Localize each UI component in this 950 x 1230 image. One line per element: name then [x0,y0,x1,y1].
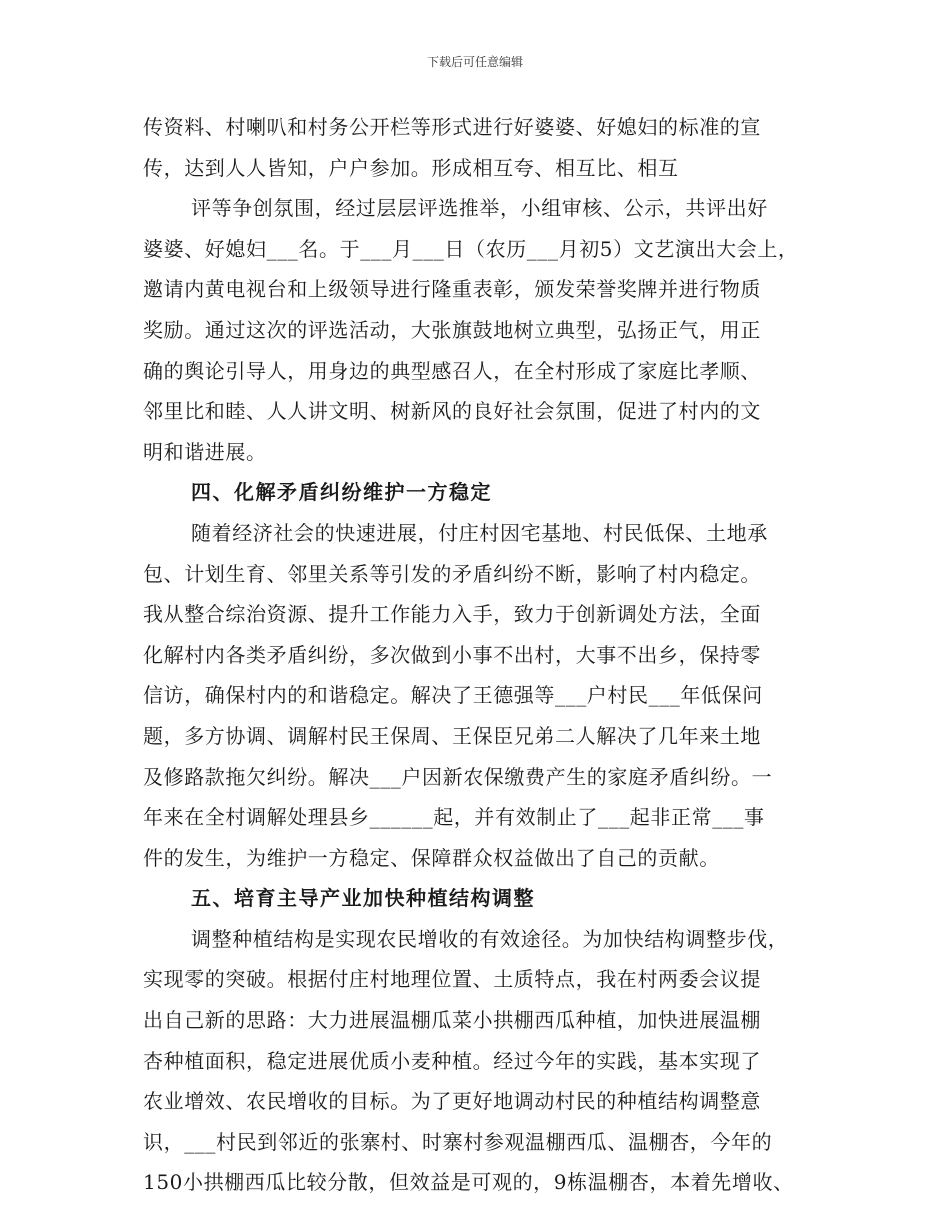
text-line: 传资料、村喇叭和村务公开栏等形式进行好婆婆、好媳妇的标准的宣 [143,115,761,139]
text-line: 实现零的突破。根据付庄村地理位置、土质特点，我在村两委会议提 [143,967,761,992]
text-line: 婆婆、好媳妇___名。于___月___日（农历___月初5）文艺演出大会上， [143,236,799,261]
text-line: 包、计划生育、邻里关系等引发的矛盾纠纷不断，影响了村内稳定。 [143,561,761,586]
text-line: 我从整合综治资源、提升工作能力入手，致力于创新调处方法，全面 [143,602,761,627]
text-line: 奖励。通过这次的评选活动，大张旗鼓地树立典型，弘扬正气，用正 [143,317,761,342]
text-line: 评等争创氛围，经过层层评选推举，小组审核、公示，共评出好 [191,196,768,221]
section-heading: 五、培育主导产业加快种植结构调整 [191,886,535,911]
text-line: 随着经济社会的快速进展，付庄村因宅基地、村民低保、土地承 [191,520,768,545]
text-line: 题，多方协调、调解村民王保周、王保臣兄弟二人解决了几年来土地 [143,723,761,748]
text-line: 邻里比和睦、人人讲文明、树新风的良好社会氛围，促进了村内的文 [143,399,761,424]
text-line: 明和谐进展。 [143,439,267,464]
text-line: 农业增效、农民增收的目标。为了更好地调动村民的种植结构调整意 [143,1089,761,1114]
text-line: 年来在全村调解处理县乡______起，并有效制止了___起非正常___事 [143,805,765,830]
text-line: 信访，确保村内的和谐稳定。解决了王德强等___户村民___年低保问 [143,683,763,708]
text-line: 杏种植面积，稳定进展优质小麦种植。经过今年的实践，基本实现了 [143,1048,761,1073]
page-header: 下载后可任意编辑 [426,55,523,69]
text-line: 件的发生，为维护一方稳定、保障群众权益做出了自己的贡献。 [143,845,720,870]
text-line: 化解村内各类矛盾纠纷，多次做到小事不出村，大事不出乡，保持零 [143,642,761,667]
document-body [143,107,813,1203]
text-line: 确的舆论引导人，用身边的典型感召人，在全村形成了家庭比孝顺、 [143,358,761,383]
text-line: 出自己新的思路：大力进展温棚瓜菜小拱棚西瓜种植，加快进展温棚 [143,1008,761,1033]
text-line: 调整种植结构是实现农民增收的有效途径。为加快结构调整步伐， [191,926,789,951]
text-line: 邀请内黄电视台和上级领导进行隆重表彰，颁发荣誉奖牌并进行物质 [143,277,761,302]
section-heading: 四、化解矛盾纠纷维护一方稳定 [191,480,492,505]
text-line: 传，达到人人皆知，户户参加。形成相互夸、相互比、相互 [143,155,679,180]
text-line: 150小拱棚西瓜比较分散，但效益是可观的，9栋温棚杏，本着先增收、 [143,1170,794,1195]
text-line: 及修路款拖欠纠纷。解决___户因新农保缴费产生的家庭矛盾纠纷。一 [143,764,773,789]
text-line: 识，___村民到邻近的张寨村、时寨村参观温棚西瓜、温棚杏，今年的 [143,1129,773,1154]
